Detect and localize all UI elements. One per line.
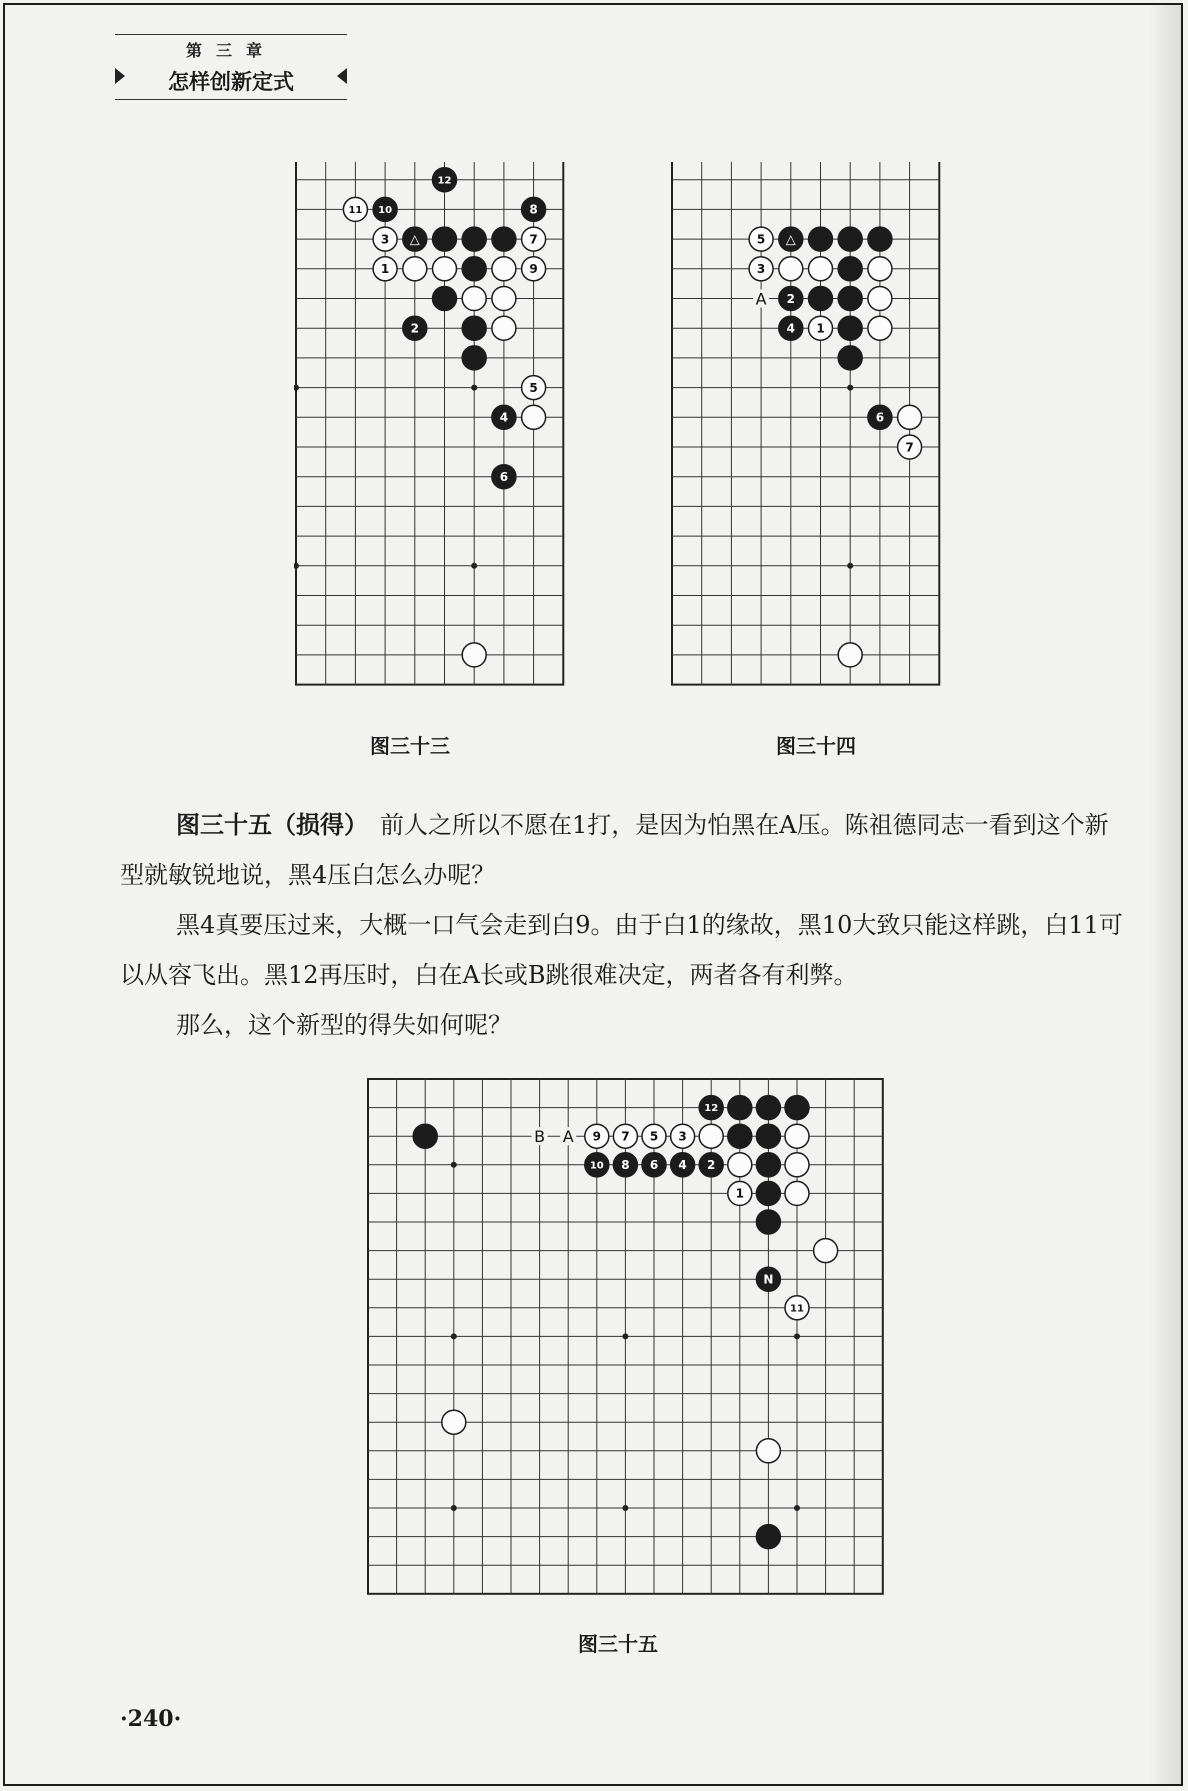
white-stone xyxy=(442,1410,466,1434)
move-number: 2 xyxy=(410,321,419,336)
move-number: 4 xyxy=(499,410,509,425)
move-number: 8 xyxy=(529,202,538,217)
white-stone xyxy=(868,316,892,340)
page-number: ·240· xyxy=(120,1706,182,1732)
chapter-number: 第三章 xyxy=(185,41,276,60)
white-stone xyxy=(814,1239,838,1263)
star-point xyxy=(622,1505,628,1511)
paragraph-3-text: 那么，这个新型的得失如何呢？ xyxy=(176,1011,512,1039)
move-number: 1 xyxy=(816,321,825,336)
black-stone xyxy=(492,227,516,251)
move-number: 10 xyxy=(378,205,393,216)
move-number: 5 xyxy=(756,232,766,247)
move-number: 5 xyxy=(649,1129,659,1144)
white-stone xyxy=(785,1153,809,1177)
black-stone xyxy=(413,1124,437,1148)
paragraph-1 xyxy=(120,800,1130,900)
white-stone xyxy=(728,1153,752,1177)
black-stone xyxy=(838,346,862,370)
body-text-upper xyxy=(120,800,1130,1050)
white-stone xyxy=(785,1124,809,1148)
black-stone xyxy=(433,287,457,311)
triangle-mark-icon: △ xyxy=(785,232,796,248)
paragraph-3 xyxy=(120,1000,1130,1050)
black-stone xyxy=(809,287,833,311)
move-number: N xyxy=(763,1272,774,1287)
black-stone xyxy=(462,346,486,370)
white-stone xyxy=(433,257,457,281)
move-number: 4 xyxy=(678,1158,687,1173)
black-stone xyxy=(462,316,486,340)
point-letter-label: A xyxy=(562,1127,574,1147)
figure-35-caption: 图三十五 xyxy=(578,1632,658,1656)
point-letter-label: B xyxy=(534,1127,546,1147)
move-number: 5 xyxy=(529,380,538,395)
triangle-mark-icon: △ xyxy=(409,232,420,248)
move-number: 3 xyxy=(380,232,390,247)
star-point xyxy=(471,385,477,391)
move-number: 6 xyxy=(499,470,509,485)
header-rule-bottom xyxy=(115,99,347,100)
move-number: 7 xyxy=(529,232,538,247)
black-stone xyxy=(728,1096,752,1120)
paragraph-2-text: 黑4真要压过来，大概一口气会走到白9。由于白1的缘故，黑10大致只能这样跳，白11可以从容飞出。黑12再压时，白在A长或B跳很难决定，两者各有利弊。 xyxy=(120,911,1123,989)
star-point xyxy=(847,563,853,569)
move-number: 1 xyxy=(380,262,390,277)
black-stone xyxy=(728,1124,752,1148)
black-stone xyxy=(838,287,862,311)
chapter-title: 怎样创新定式 xyxy=(168,70,294,94)
move-number: 1 xyxy=(735,1186,744,1201)
black-stone xyxy=(838,227,862,251)
star-point xyxy=(451,1162,457,1168)
move-number: 4 xyxy=(786,321,795,336)
white-stone xyxy=(779,257,803,281)
move-number: 8 xyxy=(621,1158,630,1173)
black-stone xyxy=(838,257,862,281)
move-number: 9 xyxy=(592,1129,601,1144)
star-point xyxy=(622,1333,628,1339)
go-board-figure-33 xyxy=(294,162,576,700)
white-stone xyxy=(492,287,516,311)
black-stone xyxy=(809,227,833,251)
black-stone xyxy=(756,1210,780,1234)
paragraph-1-lead: 图三十五（损得） xyxy=(176,811,356,839)
star-point xyxy=(794,1333,800,1339)
header-rule-top xyxy=(115,34,347,35)
star-point xyxy=(471,563,477,569)
white-stone xyxy=(492,316,516,340)
white-stone xyxy=(403,257,427,281)
move-number: 11 xyxy=(790,1303,804,1315)
move-number: 7 xyxy=(905,440,914,455)
black-stone xyxy=(868,227,892,251)
move-number: 12 xyxy=(437,175,452,187)
white-stone xyxy=(898,405,922,429)
move-number: 9 xyxy=(529,262,538,277)
white-stone xyxy=(492,257,516,281)
black-stone xyxy=(756,1124,780,1148)
move-number: 12 xyxy=(704,1103,719,1115)
move-number: 3 xyxy=(678,1129,687,1144)
black-stone xyxy=(462,257,486,281)
move-number: 7 xyxy=(621,1129,630,1144)
white-stone xyxy=(462,287,486,311)
go-board-figure-35 xyxy=(366,1077,884,1595)
chapter-header xyxy=(115,34,347,100)
black-stone xyxy=(838,316,862,340)
black-stone xyxy=(462,227,486,251)
white-stone xyxy=(699,1124,723,1148)
black-stone xyxy=(785,1096,809,1120)
white-stone xyxy=(756,1439,780,1463)
move-number: 2 xyxy=(786,291,795,306)
figure-33-caption: 图三十三 xyxy=(370,734,450,758)
white-stone xyxy=(522,405,546,429)
black-stone xyxy=(756,1153,780,1177)
move-number: 6 xyxy=(649,1158,659,1173)
move-number: 2 xyxy=(707,1158,716,1173)
paragraph-2 xyxy=(120,900,1130,1000)
star-point xyxy=(294,563,299,569)
binding-shadow xyxy=(1149,5,1183,1785)
black-stone xyxy=(756,1096,780,1120)
go-board-figure-34 xyxy=(670,162,952,700)
white-stone xyxy=(868,287,892,311)
move-number: 3 xyxy=(756,262,766,277)
white-stone xyxy=(462,643,486,667)
star-point xyxy=(451,1333,457,1339)
black-stone xyxy=(756,1525,780,1549)
white-stone xyxy=(868,257,892,281)
star-point xyxy=(294,385,299,391)
star-point xyxy=(451,1505,457,1511)
header-arrow-right-icon xyxy=(337,68,347,84)
star-point xyxy=(794,1505,800,1511)
move-number: 6 xyxy=(875,410,885,425)
white-stone xyxy=(785,1181,809,1205)
move-number: 10 xyxy=(589,1160,604,1172)
point-letter-label: A xyxy=(755,289,767,309)
black-stone xyxy=(756,1181,780,1205)
white-stone xyxy=(838,643,862,667)
paragraph-1-text: 前人之所以不愿在1打，是因为怕黑在A压。陈祖德同志一看到这个新型就敏锐地说，黑4压白怎么办呢？ xyxy=(120,811,1109,889)
star-point xyxy=(847,385,853,391)
figure-34-caption: 图三十四 xyxy=(776,734,856,758)
move-number: 11 xyxy=(348,205,363,216)
white-stone xyxy=(809,257,833,281)
black-stone xyxy=(433,227,457,251)
